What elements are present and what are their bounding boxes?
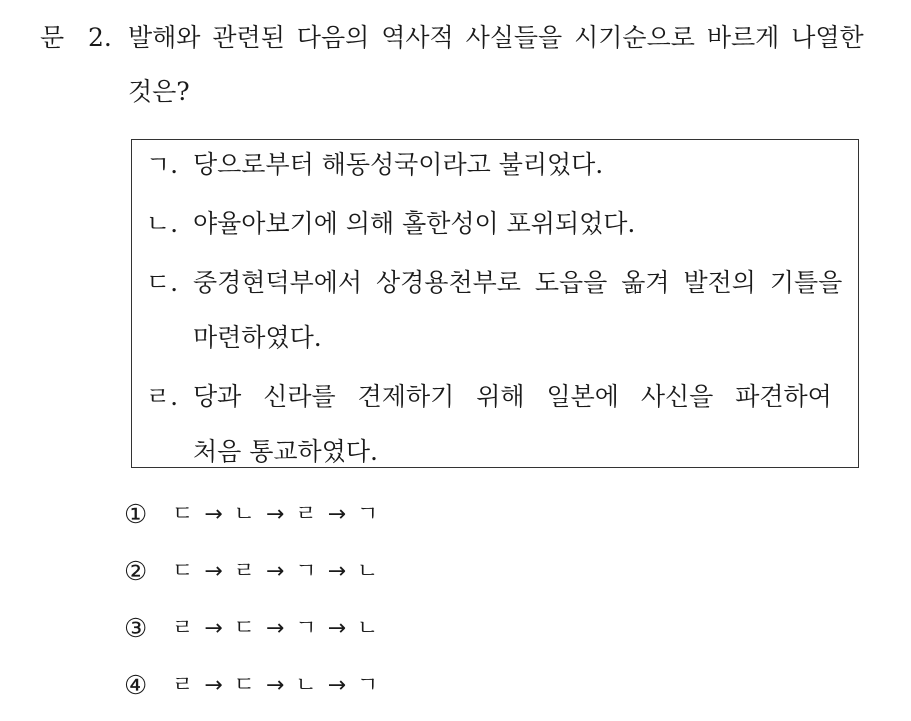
statement-marker: ㄱ. [146,150,179,179]
statement-text: 당으로부터 해동성국이라고 불리었다. [193,150,604,179]
question-stem-line2: 것은? [128,77,190,106]
choice-number: ④ [124,671,148,701]
statement-text: 당과 신라를 견제하기 위해 일본에 사신을 파견하여 [193,382,832,411]
statement-item-c-continuation [193,322,322,354]
question-stem-line1: 발해와 관련된 다음의 역사적 사실들을 시기순으로 바르게 나열한 [128,23,864,52]
statement-marker: ㄴ. [146,209,179,238]
statement-text: 야율아보기에 의해 홀한성이 포위되었다. [193,209,636,238]
statement-continuation-text: 마련하였다. [193,323,322,352]
choice-number: ② [124,557,148,587]
statement-text: 중경현덕부에서 상경용천부로 도읍을 옮겨 발전의 기틀을 [193,268,843,297]
statement-marker: ㄷ. [146,268,179,297]
choice-number: ③ [124,614,148,644]
choice-sequence: ㄹ → ㄷ → ㄴ → ㄱ [172,673,381,698]
choice-sequence: ㄷ → ㄴ → ㄹ → ㄱ [172,502,381,527]
choice-sequence: ㄹ → ㄷ → ㄱ → ㄴ [172,616,381,641]
question-prefix: 문 [40,23,65,52]
question-number: 2. [88,23,112,52]
choice-number: ① [124,500,148,530]
statement-item-d-continuation [193,436,378,468]
choice-sequence: ㄷ → ㄹ → ㄱ → ㄴ [172,559,381,584]
statement-box [131,139,859,468]
statement-continuation-text: 처음 통교하였다. [193,437,378,466]
statement-marker: ㄹ. [146,382,179,411]
